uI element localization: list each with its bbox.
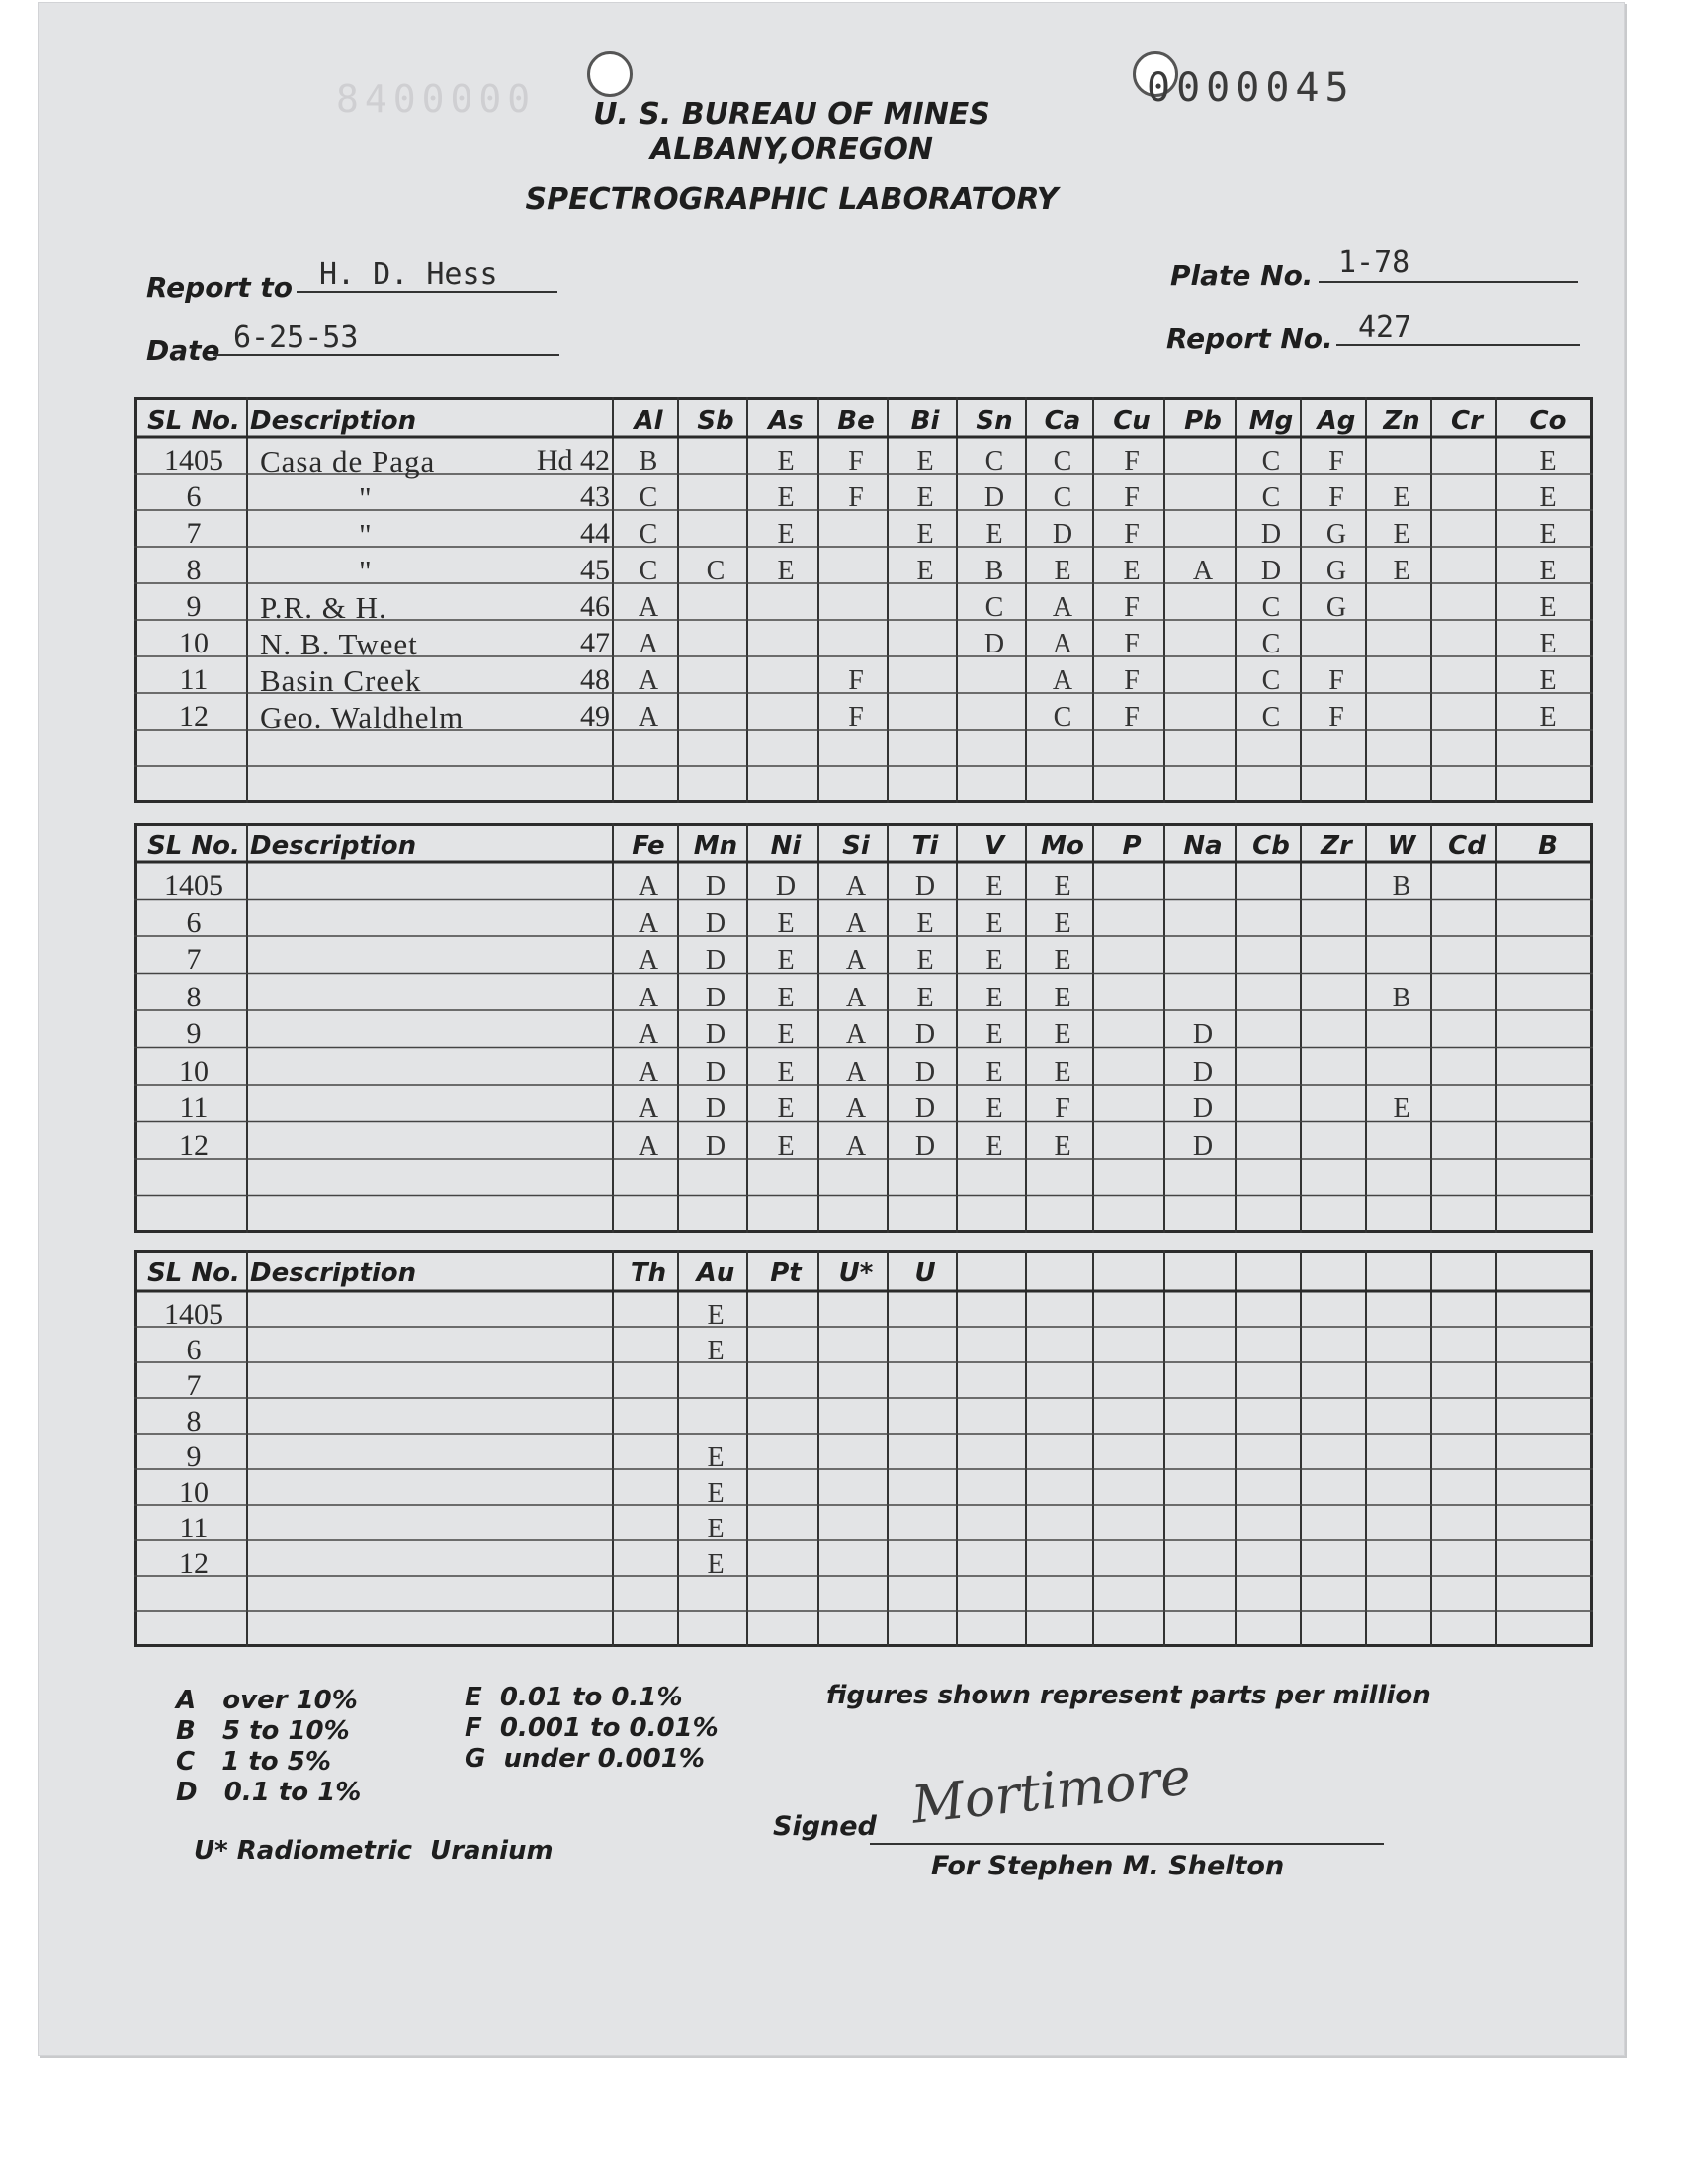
- element-header-w: W: [1387, 831, 1416, 861]
- sl-number: 6: [186, 906, 202, 939]
- element-grade: E: [1393, 519, 1410, 550]
- element-grade: G: [1325, 556, 1347, 586]
- element-grade: C: [1261, 482, 1281, 513]
- description-header: Description: [250, 831, 417, 861]
- sl-number: 10: [179, 1476, 209, 1509]
- element-grade: E: [1054, 871, 1071, 902]
- sl-number: 12: [179, 700, 209, 733]
- report-to-line: [297, 291, 557, 293]
- element-header-ag: Ag: [1317, 406, 1356, 436]
- element-grade: E: [1539, 519, 1557, 550]
- results-table-1: [134, 397, 1593, 803]
- element-grade: E: [985, 519, 1003, 550]
- element-grade: E: [707, 1478, 725, 1509]
- element-grade: E: [916, 482, 934, 513]
- element-header-ni: Ni: [770, 831, 802, 861]
- sl-number: 1405: [164, 869, 223, 902]
- legend-uranium: U* Radiometric Uranium: [194, 1836, 554, 1866]
- element-grade: F: [848, 665, 864, 696]
- sl-number: 9: [186, 1440, 202, 1473]
- element-grade: E: [707, 1514, 725, 1544]
- element-header-zr: Zr: [1321, 831, 1352, 861]
- element-grade: E: [985, 945, 1003, 976]
- element-header-mg: Mg: [1248, 406, 1294, 436]
- sl-number: 9: [186, 1017, 202, 1050]
- element-grade: A: [1192, 556, 1214, 586]
- element-grade: B: [1392, 871, 1411, 902]
- element-grade: F: [1055, 1093, 1070, 1124]
- element-grade: C: [639, 519, 658, 550]
- sample-description: Casa de Paga: [260, 444, 436, 478]
- element-grade: E: [1054, 908, 1071, 939]
- element-header-th: Th: [630, 1259, 667, 1288]
- element-grade: E: [1539, 665, 1557, 696]
- element-header-zn: Zn: [1383, 406, 1420, 436]
- element-header-cu: Cu: [1113, 406, 1151, 436]
- element-grade: C: [1261, 665, 1281, 696]
- element-grade: F: [1328, 665, 1344, 696]
- sl-number: 8: [186, 554, 202, 586]
- bureau-title: U. S. BUREAU OF MINES: [593, 97, 990, 131]
- element-grade: E: [1054, 982, 1071, 1013]
- element-grade: C: [1261, 629, 1281, 659]
- element-header-v: V: [983, 831, 1005, 861]
- element-grade: A: [638, 592, 659, 623]
- element-grade: A: [845, 1056, 867, 1088]
- element-grade: E: [707, 1300, 725, 1331]
- element-grade: C: [984, 446, 1004, 477]
- element-grade: D: [1260, 519, 1282, 550]
- element-grade: E: [916, 556, 934, 586]
- element-grade: D: [983, 482, 1005, 513]
- element-grade: E: [1054, 945, 1071, 976]
- date-line: [214, 354, 559, 356]
- sl-number: 6: [186, 480, 202, 513]
- element-grade: C: [1053, 482, 1072, 513]
- document-stamp-number: 0000045: [1147, 65, 1355, 111]
- element-grade: F: [1124, 446, 1140, 477]
- element-grade: E: [1054, 1130, 1071, 1162]
- element-grade: C: [706, 556, 726, 586]
- element-grade: E: [916, 446, 934, 477]
- element-header-u: U*: [838, 1259, 874, 1288]
- sl-number: 11: [179, 663, 209, 696]
- sl-number: 9: [186, 590, 202, 623]
- sl-number: 6: [186, 1334, 202, 1366]
- element-grade: E: [777, 556, 795, 586]
- punch-hole-left: [587, 51, 633, 97]
- sample-hd-number: 46: [580, 590, 610, 623]
- element-grade: D: [705, 982, 726, 1013]
- report-no-label: Report No.: [1166, 322, 1333, 355]
- element-grade: F: [1328, 446, 1344, 477]
- sl-number: 10: [179, 1054, 209, 1088]
- element-grade: E: [707, 1549, 725, 1580]
- sl-number: 1405: [164, 1298, 223, 1331]
- sl-number: 10: [179, 627, 209, 659]
- element-grade: E: [1539, 556, 1557, 586]
- element-grade: E: [777, 482, 795, 513]
- element-grade: D: [983, 629, 1005, 659]
- sl-number: 1405: [164, 444, 223, 477]
- element-grade: E: [777, 945, 795, 976]
- element-grade: E: [1539, 702, 1557, 733]
- element-grade: E: [985, 982, 1003, 1013]
- element-grade: C: [984, 592, 1004, 623]
- element-grade: D: [705, 871, 726, 902]
- element-grade: C: [1053, 702, 1072, 733]
- element-grade: D: [914, 1056, 936, 1088]
- report-no-value: 427: [1358, 310, 1412, 345]
- element-grade: E: [1123, 556, 1141, 586]
- element-grade: D: [1192, 1130, 1214, 1162]
- sample-description: ": [359, 517, 373, 552]
- report-no-line: [1336, 344, 1580, 346]
- element-grade: E: [1539, 446, 1557, 477]
- sample-hd-number: 48: [580, 663, 610, 696]
- element-grade: F: [848, 482, 864, 513]
- element-grade: A: [638, 665, 659, 696]
- sample-hd-number: 49: [580, 700, 610, 733]
- element-grade: C: [1053, 446, 1072, 477]
- sl-number: 7: [186, 517, 202, 550]
- element-grade: A: [638, 982, 659, 1013]
- element-grade: A: [638, 871, 659, 902]
- sl-number: 8: [186, 1405, 202, 1437]
- element-header-mn: Mn: [693, 831, 738, 861]
- element-grade: F: [1328, 482, 1344, 513]
- element-grade: D: [775, 871, 797, 902]
- element-grade: E: [777, 519, 795, 550]
- element-grade: E: [916, 982, 934, 1013]
- sample-description: ": [359, 480, 373, 515]
- element-header-u: U: [914, 1259, 936, 1288]
- element-grade: C: [1261, 702, 1281, 733]
- element-header-as: As: [768, 406, 804, 436]
- element-grade: F: [1328, 702, 1344, 733]
- element-grade: D: [705, 908, 726, 939]
- element-header-cb: Cb: [1252, 831, 1290, 861]
- element-header-be: Be: [837, 406, 875, 436]
- description-header: Description: [250, 406, 417, 436]
- sample-description: Geo. Waldhelm: [260, 700, 465, 735]
- element-grade: E: [985, 871, 1003, 902]
- element-grade: G: [1325, 592, 1347, 623]
- sl-number: 12: [179, 1547, 209, 1580]
- results-table-3: [134, 1250, 1593, 1647]
- sl-number: 12: [179, 1128, 209, 1162]
- bureau-location: ALBANY,OREGON: [649, 132, 933, 167]
- sample-description: ": [359, 554, 373, 588]
- element-grade: E: [985, 1093, 1003, 1124]
- element-header-cr: Cr: [1451, 406, 1483, 436]
- element-grade: D: [914, 1130, 936, 1162]
- plate-line: [1319, 281, 1578, 283]
- element-grade: A: [1052, 592, 1073, 623]
- element-grade: E: [916, 945, 934, 976]
- date-label: Date: [146, 334, 220, 367]
- for-line: For Stephen M. Shelton: [931, 1851, 1285, 1881]
- element-grade: A: [638, 629, 659, 659]
- element-grade: F: [1124, 592, 1140, 623]
- element-header-ca: Ca: [1044, 406, 1081, 436]
- element-grade: A: [845, 982, 867, 1013]
- plate-value: 1-78: [1338, 245, 1410, 280]
- element-header-pt: Pt: [770, 1259, 802, 1288]
- element-grade: E: [916, 908, 934, 939]
- element-grade: E: [1393, 1093, 1410, 1124]
- element-grade: F: [848, 446, 864, 477]
- document-sheet: [38, 2, 1625, 2056]
- element-grade: C: [1261, 446, 1281, 477]
- element-header-b: B: [1538, 831, 1558, 861]
- element-grade: A: [845, 1019, 867, 1050]
- legend-grades-2: E 0.01 to 0.1% F 0.001 to 0.01% G under 0.001%: [465, 1683, 719, 1774]
- element-grade: E: [707, 1336, 725, 1366]
- element-grade: F: [1124, 519, 1140, 550]
- element-grade: A: [638, 1019, 659, 1050]
- element-grade: C: [639, 482, 658, 513]
- sl-number: 11: [179, 1091, 209, 1124]
- element-grade: E: [1539, 629, 1557, 659]
- element-grade: B: [984, 556, 1004, 586]
- element-grade: D: [1192, 1019, 1214, 1050]
- element-header-fe: Fe: [632, 831, 665, 861]
- report-to-label: Report to: [146, 271, 293, 304]
- element-grade: E: [777, 1056, 795, 1088]
- element-header-p: P: [1122, 831, 1142, 861]
- element-grade: B: [1392, 982, 1411, 1013]
- element-grade: E: [1054, 556, 1071, 586]
- sl-no-header: SL No.: [147, 831, 240, 861]
- table-grid-lines: [134, 1250, 1593, 1647]
- element-grade: E: [777, 1019, 795, 1050]
- element-grade: E: [1054, 1056, 1071, 1088]
- element-grade: E: [1054, 1019, 1071, 1050]
- sample-hd-number: 47: [580, 627, 610, 659]
- element-header-na: Na: [1183, 831, 1223, 861]
- element-grade: A: [845, 871, 867, 902]
- element-grade: E: [1539, 592, 1557, 623]
- element-header-cd: Cd: [1448, 831, 1486, 861]
- element-header-mo: Mo: [1041, 831, 1084, 861]
- element-grade: A: [638, 1093, 659, 1124]
- sl-number: 7: [186, 1369, 202, 1402]
- element-header-ti: Ti: [911, 831, 939, 861]
- element-grade: A: [638, 945, 659, 976]
- element-header-bi: Bi: [910, 406, 940, 436]
- element-grade: D: [914, 1019, 936, 1050]
- element-grade: E: [1539, 482, 1557, 513]
- sample-hd-number: 45: [580, 554, 610, 586]
- element-grade: F: [1124, 629, 1140, 659]
- element-header-pb: Pb: [1184, 406, 1222, 436]
- element-grade: F: [848, 702, 864, 733]
- element-grade: E: [777, 446, 795, 477]
- element-grade: F: [1124, 665, 1140, 696]
- element-grade: B: [639, 446, 658, 477]
- element-grade: D: [1192, 1056, 1214, 1088]
- element-grade: E: [985, 1019, 1003, 1050]
- sl-number: 7: [186, 943, 202, 976]
- element-grade: G: [1325, 519, 1347, 550]
- element-grade: E: [777, 1093, 795, 1124]
- element-grade: E: [777, 982, 795, 1013]
- sample-hd-number: Hd 42: [536, 444, 610, 477]
- element-grade: E: [985, 908, 1003, 939]
- element-grade: D: [705, 1093, 726, 1124]
- element-grade: A: [638, 1130, 659, 1162]
- signature: Mortimore: [908, 1747, 1194, 1836]
- element-grade: E: [777, 908, 795, 939]
- sample-hd-number: 44: [580, 517, 610, 550]
- legend-grades-1: A over 10% B 5 to 10% C 1 to 5% D 0.1 to 1%: [176, 1686, 362, 1807]
- element-header-sn: Sn: [976, 406, 1013, 436]
- sample-description: N. B. Tweet: [260, 627, 418, 661]
- sample-description: Basin Creek: [260, 663, 422, 698]
- element-grade: E: [1393, 556, 1410, 586]
- element-grade: E: [707, 1442, 725, 1473]
- element-header-si: Si: [842, 831, 870, 861]
- element-grade: A: [638, 908, 659, 939]
- element-grade: C: [639, 556, 658, 586]
- element-header-sb: Sb: [697, 406, 734, 436]
- element-grade: D: [1260, 556, 1282, 586]
- element-header-au: Au: [696, 1259, 735, 1288]
- element-grade: E: [916, 519, 934, 550]
- element-grade: A: [1052, 629, 1073, 659]
- element-grade: E: [1393, 482, 1410, 513]
- date-value: 6-25-53: [233, 320, 359, 355]
- sl-number: 8: [186, 980, 202, 1013]
- element-grade: D: [1052, 519, 1073, 550]
- lab-title: SPECTROGRAPHIC LABORATORY: [525, 182, 1059, 217]
- plate-label: Plate No.: [1170, 259, 1314, 292]
- element-grade: A: [1052, 665, 1073, 696]
- element-grade: C: [1261, 592, 1281, 623]
- element-grade: E: [985, 1056, 1003, 1088]
- element-header-co: Co: [1529, 406, 1567, 436]
- sl-no-header: SL No.: [147, 406, 240, 436]
- element-grade: D: [914, 871, 936, 902]
- element-grade: F: [1124, 702, 1140, 733]
- element-grade: A: [845, 945, 867, 976]
- description-header: Description: [250, 1259, 417, 1288]
- element-grade: A: [845, 1130, 867, 1162]
- signature-line: [870, 1843, 1384, 1845]
- ghost-stamp-number: 8400000: [336, 77, 537, 121]
- signed-label: Signed: [773, 1811, 877, 1842]
- element-grade: D: [914, 1093, 936, 1124]
- element-grade: A: [845, 1093, 867, 1124]
- element-grade: D: [705, 1130, 726, 1162]
- element-grade: D: [705, 945, 726, 976]
- element-grade: D: [705, 1056, 726, 1088]
- element-grade: E: [985, 1130, 1003, 1162]
- element-grade: A: [638, 1056, 659, 1088]
- element-grade: A: [638, 702, 659, 733]
- element-header-al: Al: [634, 406, 663, 436]
- element-grade: A: [845, 908, 867, 939]
- legend-note: figures shown represent parts per million: [826, 1681, 1431, 1710]
- report-to-value: H. D. Hess: [319, 257, 498, 292]
- results-table-2: [134, 823, 1593, 1233]
- sl-no-header: SL No.: [147, 1259, 240, 1288]
- sl-number: 11: [179, 1512, 209, 1544]
- element-grade: D: [1192, 1093, 1214, 1124]
- element-grade: F: [1124, 482, 1140, 513]
- element-grade: D: [705, 1019, 726, 1050]
- element-grade: E: [777, 1130, 795, 1162]
- sample-hd-number: 43: [580, 480, 610, 513]
- sample-description: P.R. & H.: [260, 590, 387, 625]
